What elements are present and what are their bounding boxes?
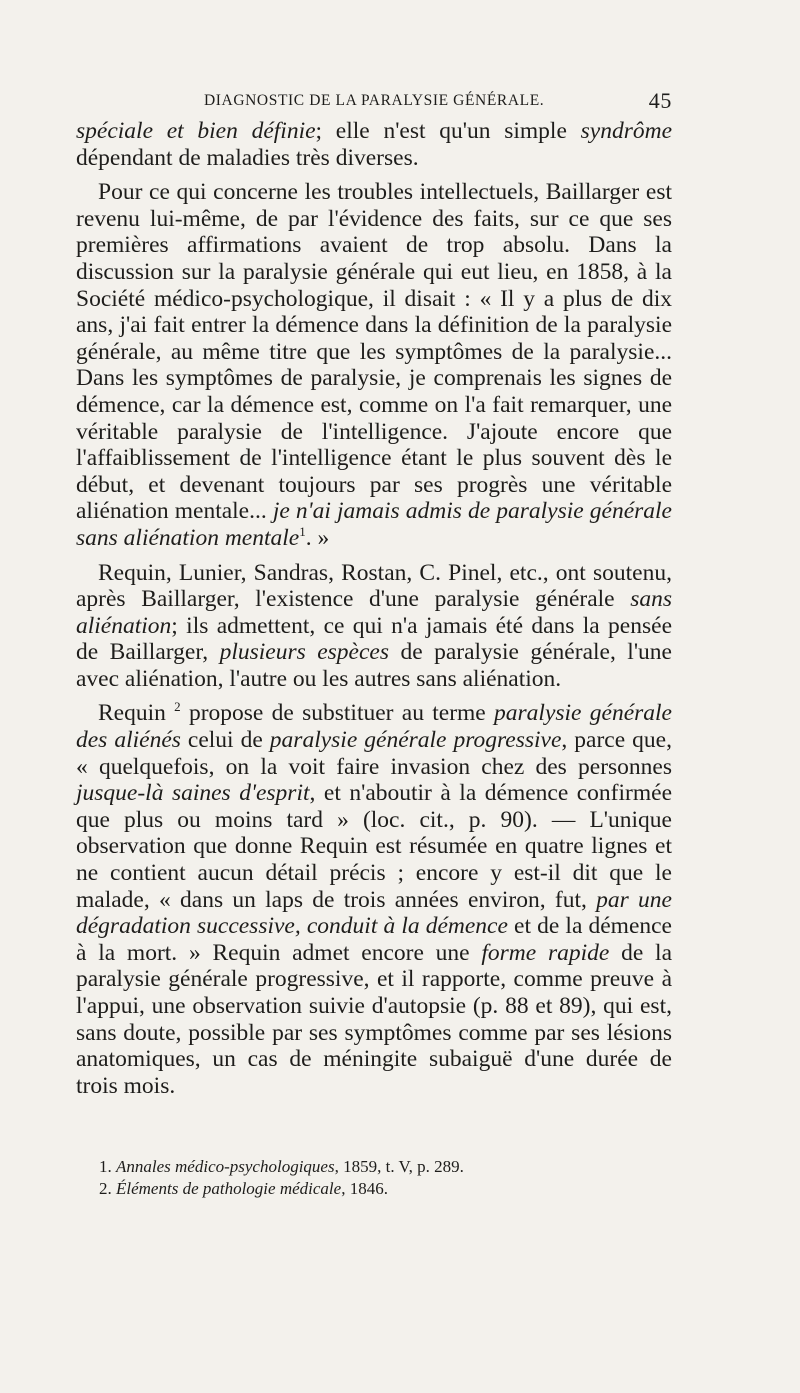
footnote-ref: 2	[174, 699, 181, 715]
text-run: . »	[305, 524, 330, 551]
text-run: ; elle n'est qu'un simple	[315, 118, 581, 144]
footnotes	[99, 1156, 619, 1200]
running-title: DIAGNOSTIC DE LA PARALYSIE GÉNÉRALE.	[204, 92, 545, 109]
text-run: celui de	[180, 727, 270, 754]
italic-text: syndrôme	[580, 118, 672, 144]
text-run: , 1859, t. V, p. 289.	[334, 1157, 464, 1176]
text-run: et de la démence à la mort. » Requin admet encore une	[76, 913, 672, 966]
footnote	[99, 1178, 619, 1200]
text-run: ; ils admettent, ce qui n'a jamais été dans la pensée de Baillarger,	[76, 612, 672, 666]
text-run: , et n'aboutir à la démence confirmée que plus ou moins tard » (loc. cit., p. 90). — L'unique observation que donne Requin est résumée en quatre lignes et ne contient aucun détail précis ; encore y est-il dit que le malade, « dans un laps de trois années environ, fut,	[76, 780, 673, 913]
paragraph	[76, 118, 672, 171]
italic-text: paralysie générale progressive	[269, 727, 562, 754]
text-run: Requin	[98, 700, 175, 727]
text-run: , parce que, « quelquefois, on la voit faire invasion chez des personnes	[76, 727, 672, 780]
italic-text: sans aliénation	[76, 586, 672, 639]
italic-text: Éléments de pathologie médicale	[116, 1179, 342, 1198]
main-text	[76, 118, 672, 1099]
italic-text: Annales médico-psychologiques	[116, 1157, 335, 1176]
italic-text: spéciale et bien définie	[76, 118, 316, 144]
text-run: , 1846.	[341, 1179, 388, 1198]
text-run: 1.	[99, 1157, 116, 1176]
italic-text: plusieurs espèces	[219, 639, 389, 666]
paragraph	[76, 560, 672, 693]
text-run: 2.	[99, 1179, 116, 1198]
text-run: Pour ce qui concerne les troubles intellectuels, Baillarger est revenu lui-même, de par l'évidence des faits, sur ce que ses premières affirmations avaient de trop absolu. Dans la discussion sur la paralysie générale qui eut lieu, en 1858, à la Société médico-psychologique, il disait : « Il y a plus de dix ans, j'ai fait entrer la démence dans la définition de la paralysie générale, au même titre que les symptômes de la paralysie... Dans les symptômes de paralysie, je comprenais les signes de démence, car la démence est, comme on l'a fait remarquer, une véritable paralysie de l'intelligence. J'ajoute encore que l'affaiblissement de l'intelligence étant le plus souvent dès le début, et devenant toujours par ses progrès une véritable aliénation mentale...	[76, 179, 672, 525]
running-header	[76, 88, 672, 118]
text-run: dépendant de maladies très diverses.	[76, 144, 419, 171]
text-run: de paralysie générale, l'une avec aliénation, l'autre ou les autres sans aliénation.	[76, 639, 672, 692]
italic-text: jusque-là saines d'esprit	[76, 780, 310, 807]
italic-text: forme rapide	[481, 939, 610, 966]
footnote	[99, 1156, 619, 1178]
page-number: 45	[648, 88, 672, 113]
italic-text: je n'ai jamais admis de paralysie générale sans aliénation mentale	[76, 498, 672, 551]
paragraph	[76, 700, 672, 1099]
paragraph	[76, 179, 672, 551]
text-run: propose de substituer au terme	[180, 700, 495, 727]
italic-text: paralysie générale des aliénés	[76, 700, 672, 754]
page-body	[76, 88, 672, 1099]
text-run: de la paralysie générale progressive, et il rapporte, comme preuve à l'appui, une observation suivie d'autopsie (p. 88 et 89), qui est, sans doute, possible par ses symptômes comme par ses lésions anatomiques, un cas de méningite subaiguë d'une durée de trois mois.	[76, 939, 672, 1099]
italic-text: par une dégradation successive, conduit à la démence	[76, 886, 672, 940]
text-run: Requin, Lunier, Sandras, Rostan, C. Pinel, etc., ont soutenu, après Baillarger, l'existence d'une paralysie générale	[76, 559, 672, 613]
footnote-ref: 1	[299, 524, 306, 540]
